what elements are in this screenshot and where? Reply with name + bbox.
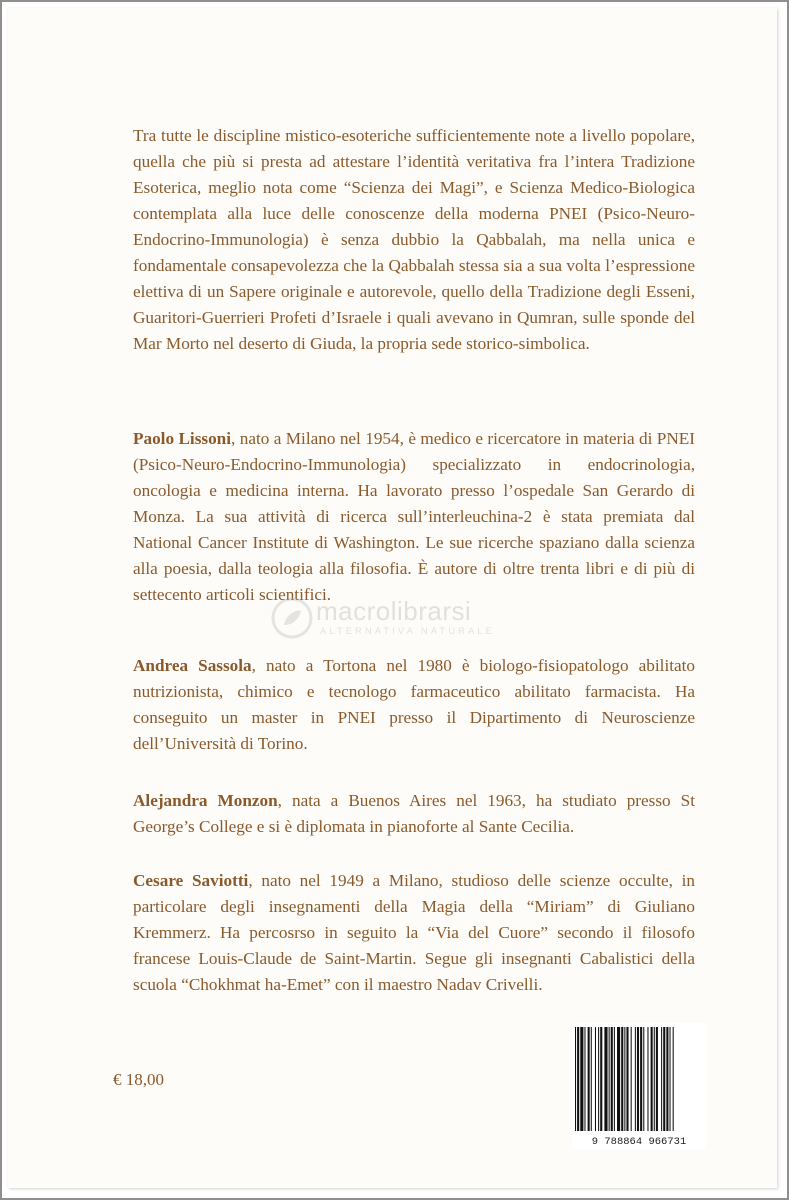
barcode-bar	[643, 1027, 644, 1131]
barcode-bar	[656, 1027, 658, 1131]
barcode-bar	[624, 1027, 625, 1131]
intro-paragraph: Tra tutte le discipline mistico-esoteriche sufficientemente note a livello popolare, quella che più si presta ad attestare l’identità veritativa fra l’intera Tradizione Esoterica, meglio nota come “Scienza dei Magi”, e Scienza Medico-Biologica contemplata alla luce delle conoscenze della moderna PNEI (Psico-Neuro-Endocrino-Immunologia) è senza dubbio la Qabbalah, ma nella unica e fondamentale consapevolezza che la Qabbalah stessa sia a sua volta l’espressione elettiva di un Sapere originale e autorevole, quello della Tradizione degli Esseni, Guaritori-Guerrieri Profeti d’Israele i quali avevano in Qumran, sulle sponde del Mar Morto nel deserto di Giuda, la propria sede storico-simbolica.	[133, 126, 695, 353]
author-bio-text: , nato nel 1949 a Milano, studioso delle scienze occulte, in particolare degli insegnamenti della Magia della “Miriam” di Giuliano Kremmerz. Ha percosrso in seguito la “Via del Cuore” secondo il filosofo francese Louis-Claude de Saint-Martin. Segue gli insegnanti Cabalistici della scuola “Chokhmat ha-Emet” con il maestro Nadav Crivelli.	[133, 871, 696, 994]
barcode-bar	[663, 1027, 665, 1131]
barcode-bar	[637, 1027, 639, 1131]
barcode-bar	[647, 1027, 648, 1131]
barcode-bar	[670, 1027, 671, 1131]
barcode-bar	[640, 1027, 642, 1131]
barcode-bar	[600, 1027, 602, 1131]
barcode-bar	[609, 1027, 610, 1131]
barcode-bar	[651, 1027, 653, 1131]
isbn-barcode	[572, 1023, 706, 1149]
author-bio-text: , nato a Milano nel 1954, è medico e ricercatore in materia di PNEI (Psico-Neuro-Endocrino-Immunologia) specializzato in endocrinologia, oncologia e medicina interna. Ha lavorato presso l’ospedale San Gerardo di Monza. La sua attività di ricerca sull’interleuchina-2 è stata premiata dal National Cancer Institute di Washington. Le sue ricerche spaziano dalla scienza alla poesia, dalla teologia alla filosofia. È autore di oltre trenta libri e di più di settecento articoli scientifici.	[133, 429, 695, 604]
author-bio-sassola	[133, 653, 695, 757]
barcode-bar	[577, 1027, 579, 1131]
author-name: Cesare Saviotti	[133, 871, 249, 890]
watermark-tagline: ALTERNATIVA NATURALE	[320, 626, 495, 637]
barcode-bar	[666, 1027, 668, 1131]
barcode-bar	[591, 1027, 592, 1131]
author-bio-monzon	[133, 788, 695, 840]
barcode-bar	[598, 1027, 599, 1131]
barcode-bar	[595, 1027, 596, 1131]
author-bio-saviotti	[133, 868, 695, 998]
barcode-bar	[580, 1027, 583, 1131]
barcode-bar	[611, 1027, 613, 1131]
barcode-digits: 9 788864 966731	[591, 1136, 687, 1148]
barcode-bar	[626, 1027, 628, 1131]
author-bio-text: , nato a Tortona nel 1980 è biologo-fisiopatologo abilitato nutrizionista, chimico e tecnologo farmaceutico abilitato farmacista. Ha conseguito un master in PNEI presso il Dipartimento di Neuroscienze dell’Università di Torino.	[133, 656, 695, 753]
back-cover-page	[8, 8, 777, 1188]
price-label: € 18,00	[113, 1070, 164, 1089]
barcode-bar	[673, 1027, 674, 1131]
watermark-logo-icon	[270, 596, 314, 640]
author-name: Paolo Lissoni	[133, 429, 232, 448]
barcode-bar	[635, 1027, 636, 1131]
barcode-bar	[604, 1027, 607, 1131]
watermark	[270, 596, 570, 646]
barcode-bar	[588, 1027, 590, 1131]
barcode-bar	[617, 1027, 620, 1131]
author-bio-text: , nata a Buenos Aires nel 1963, ha studiato presso St George’s College e si è diplomata in pianoforte al Sante Cecilia.	[133, 791, 695, 836]
author-bio-lissoni	[133, 426, 695, 608]
barcode-bar	[584, 1027, 585, 1131]
barcode-bar	[661, 1027, 662, 1131]
barcode-bar	[621, 1027, 623, 1131]
barcode-bar	[631, 1027, 632, 1131]
barcode-bar	[575, 1027, 576, 1131]
author-name: Alejandra Monzon	[133, 791, 278, 810]
watermark-brand: macrolibrarsi	[316, 596, 472, 626]
barcode-bar	[654, 1027, 655, 1131]
author-name: Andrea Sassola	[133, 656, 252, 675]
barcode-bar	[614, 1027, 615, 1131]
